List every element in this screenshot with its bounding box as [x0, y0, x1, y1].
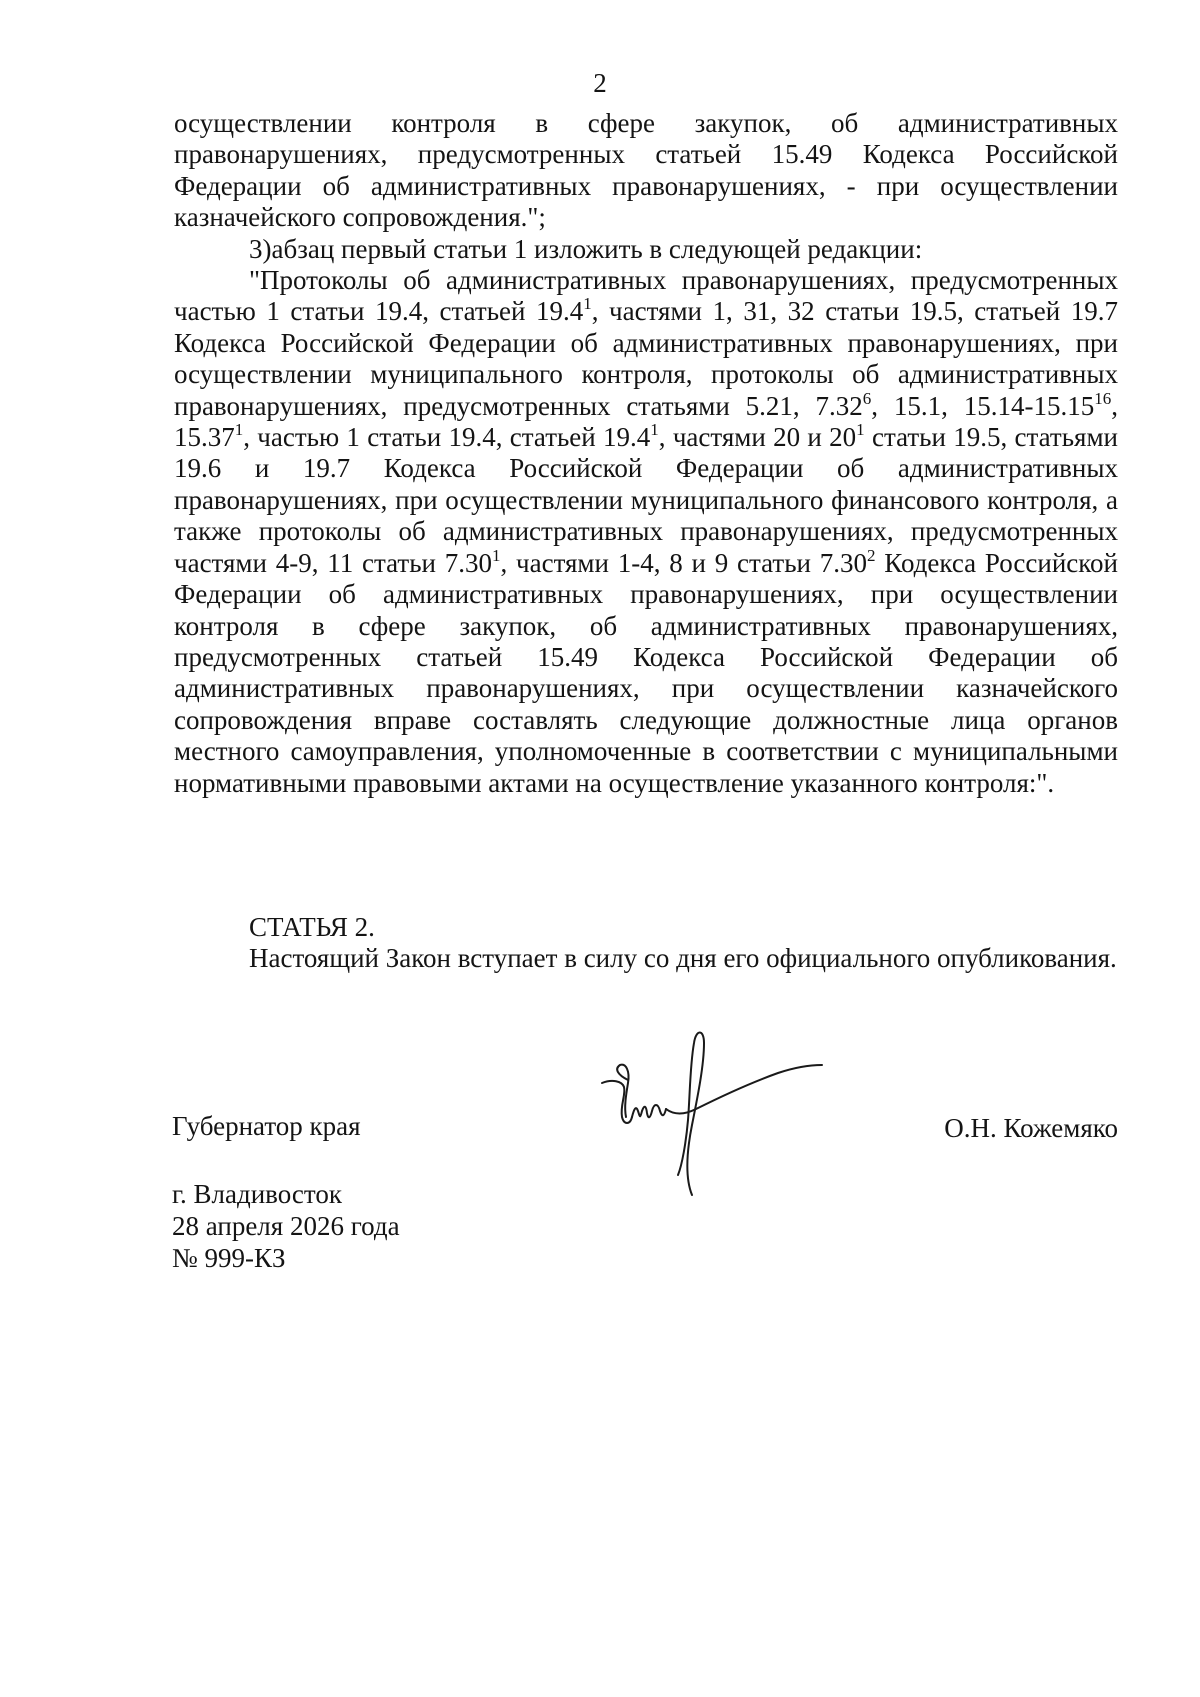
city: г. Владивосток [172, 1179, 342, 1209]
text-run: , 15.37 [174, 390, 1119, 453]
text-run: осуществлении контроля в сфере закупок, об административных правонарушениях, предусмотренных статьей 15.49 Кодекса Российской Федерации об административных правонарушениях, - при осуществлении казначейского сопровождения."; [174, 108, 1118, 233]
article-2 [174, 912, 1118, 975]
page-number: 2 [593, 68, 607, 98]
text-run: , частью 1 статьи 19.4, статьей 19.4 [243, 422, 651, 453]
superscript-index: 1 [492, 545, 501, 565]
law-number: № 999-КЗ [172, 1243, 286, 1273]
text-run: 3)абзац первый статьи 1 изложить в следующей редакции: [249, 233, 923, 264]
superscript-index: 1 [234, 420, 244, 440]
superscript-index: 1 [650, 420, 659, 440]
place-and-date [172, 1178, 400, 1274]
paragraph-new-wording [174, 265, 1118, 799]
article-heading: СТАТЬЯ 2. [249, 912, 375, 942]
superscript-index: 6 [862, 388, 872, 408]
text-run: Кодекса Российской Федерации об административных правонарушениях, при осуществлении контроля в сфере закупок, об административных правонарушениях, предусмотренных статьей 15.49 Кодекса Российской Федерации об административных правонарушениях, при осуществлении казначейского сопровождения вправе составлять следующие должностные лица органов местного самоуправления, уполномоченные в соответствии с муниципальными нормативными правовыми актами на осуществление указанного контроля:". [174, 547, 1118, 798]
text-run: "Протоколы об административных правонарушениях, предусмотренных частью 1 статьи 19.4, статьей 19.4 [174, 265, 1118, 327]
signatory-position: Губернатор края [172, 1111, 361, 1141]
text-run: , частями 1-4, 8 и 9 статьи 7.30 [500, 547, 868, 578]
superscript-index: 16 [1094, 388, 1112, 408]
date: 28 апреля 2026 года [172, 1211, 400, 1241]
paragraph-amendment-3 [174, 234, 1118, 265]
text-run: статьи 19.5, статьями 19.6 и 19.7 Кодекса Российской Федерации об административных правонарушениях, при осуществлении муниципального финансового контроля, а также протоколы об административных правонарушениях, предусмотренных частями 4-9, 11 статьи 7.30 [174, 422, 1118, 578]
superscript-index: 1 [856, 420, 865, 440]
paragraph-continuation [174, 108, 1118, 234]
superscript-index: 1 [583, 294, 592, 314]
signatory-name: О.Н. Кожемяко [944, 1113, 1118, 1143]
text-run: , 15.1, 15.14-15.15 [871, 390, 1095, 421]
text-run: , частями 20 и 20 [658, 422, 857, 453]
superscript-index: 2 [867, 545, 876, 565]
article-text: Настоящий Закон вступает в силу со дня его официального опубликования. [249, 943, 1117, 974]
handwritten-signature [600, 1025, 830, 1200]
text-run: , частями 1, 31, 32 статьи 19.5, статьей 19.7 Кодекса Российской Федерации об административных правонарушениях, при осуществлении муниципального контроля, протоколы об административных правонарушениях, предусмотренных статьями 5.21, 7.32 [174, 296, 1119, 421]
law-body-text [174, 108, 1118, 799]
